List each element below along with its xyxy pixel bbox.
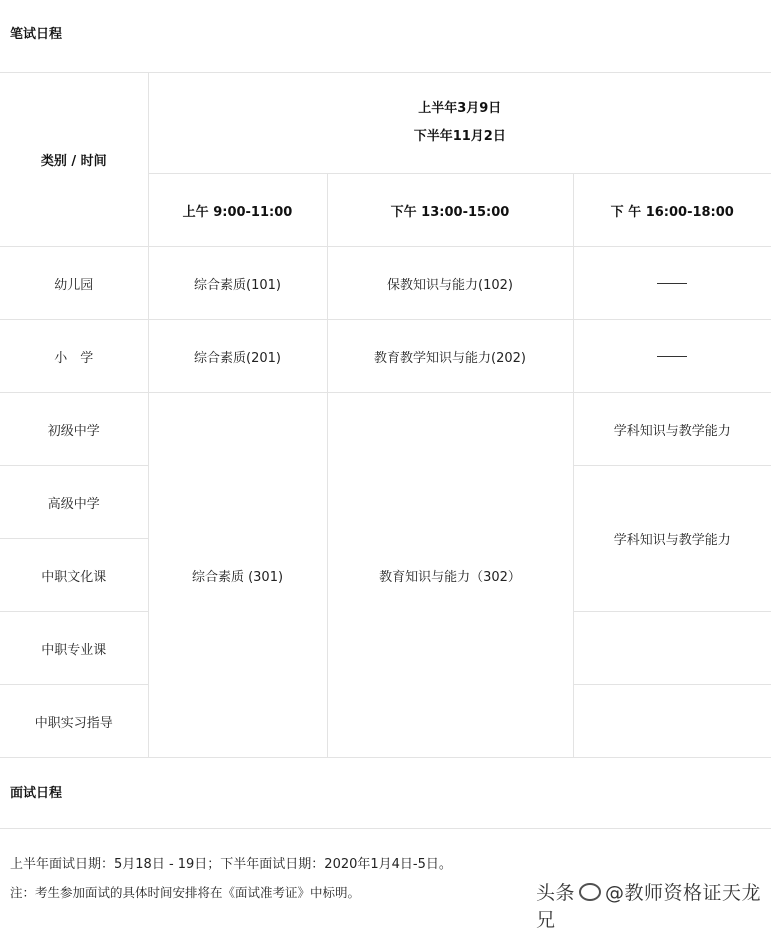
empty-subject-cell (573, 247, 771, 320)
dash-mark (657, 283, 687, 284)
category-cell: 幼儿园 (0, 247, 148, 320)
interview-dates-text: 上半年面试日期：5月18日 - 19日；下半年面试日期：2020年1月4日-5日。 (10, 853, 452, 872)
empty-subject-cell (573, 320, 771, 393)
exam-date-second-half: 下半年11月2日 (149, 123, 771, 151)
interview-note-text: 注：考生参加面试的具体时间安排将在《面试准考证》中标明。 (10, 883, 360, 901)
subject-cell: 综合素质(101) (148, 247, 327, 320)
category-cell: 中职专业课 (0, 612, 148, 685)
dash-mark (657, 356, 687, 357)
subject-cell-merged: 综合素质 (301) (148, 393, 327, 758)
subject-cell: 综合素质(201) (148, 320, 327, 393)
table-row (0, 320, 771, 393)
watermark (536, 878, 771, 932)
subject-cell-merged: 学科知识与教学能力 (573, 466, 771, 612)
subject-cell: 学科知识与教学能力 (573, 393, 771, 466)
session-header-afternoon: 下午 13:00-15:00 (327, 174, 573, 247)
exam-date-first-half: 上半年3月9日 (149, 95, 771, 123)
empty-subject-cell (573, 612, 771, 685)
table-row (0, 393, 771, 466)
category-cell: 高级中学 (0, 466, 148, 539)
subject-cell: 教育教学知识与能力(202) (327, 320, 573, 393)
written-exam-heading: 笔试日程 (10, 23, 62, 42)
interview-heading: 面试日程 (10, 782, 62, 801)
category-cell: 中职实习指导 (0, 685, 148, 758)
subject-cell-merged: 教育知识与能力（302） (327, 393, 573, 758)
category-cell: 初级中学 (0, 393, 148, 466)
category-cell: 小 学 (0, 320, 148, 393)
empty-subject-cell (573, 685, 771, 758)
exam-date-cell (148, 73, 771, 174)
category-cell: 中职文化课 (0, 539, 148, 612)
session-header-morning: 上午 9:00-11:00 (148, 174, 327, 247)
watermark-source: 头条 (536, 882, 575, 904)
corner-label-cell (0, 73, 148, 247)
divider (0, 828, 771, 829)
wechat-logo-icon (579, 883, 601, 901)
subject-cell: 保教知识与能力(102) (327, 247, 573, 320)
written-schedule-table (0, 72, 771, 758)
table-row (0, 247, 771, 320)
corner-label: 类别 / 时间 (41, 154, 107, 169)
watermark-author: @教师资格证天龙兄 (536, 882, 761, 931)
session-header-late-afternoon: 下 午 16:00-18:00 (573, 174, 771, 247)
